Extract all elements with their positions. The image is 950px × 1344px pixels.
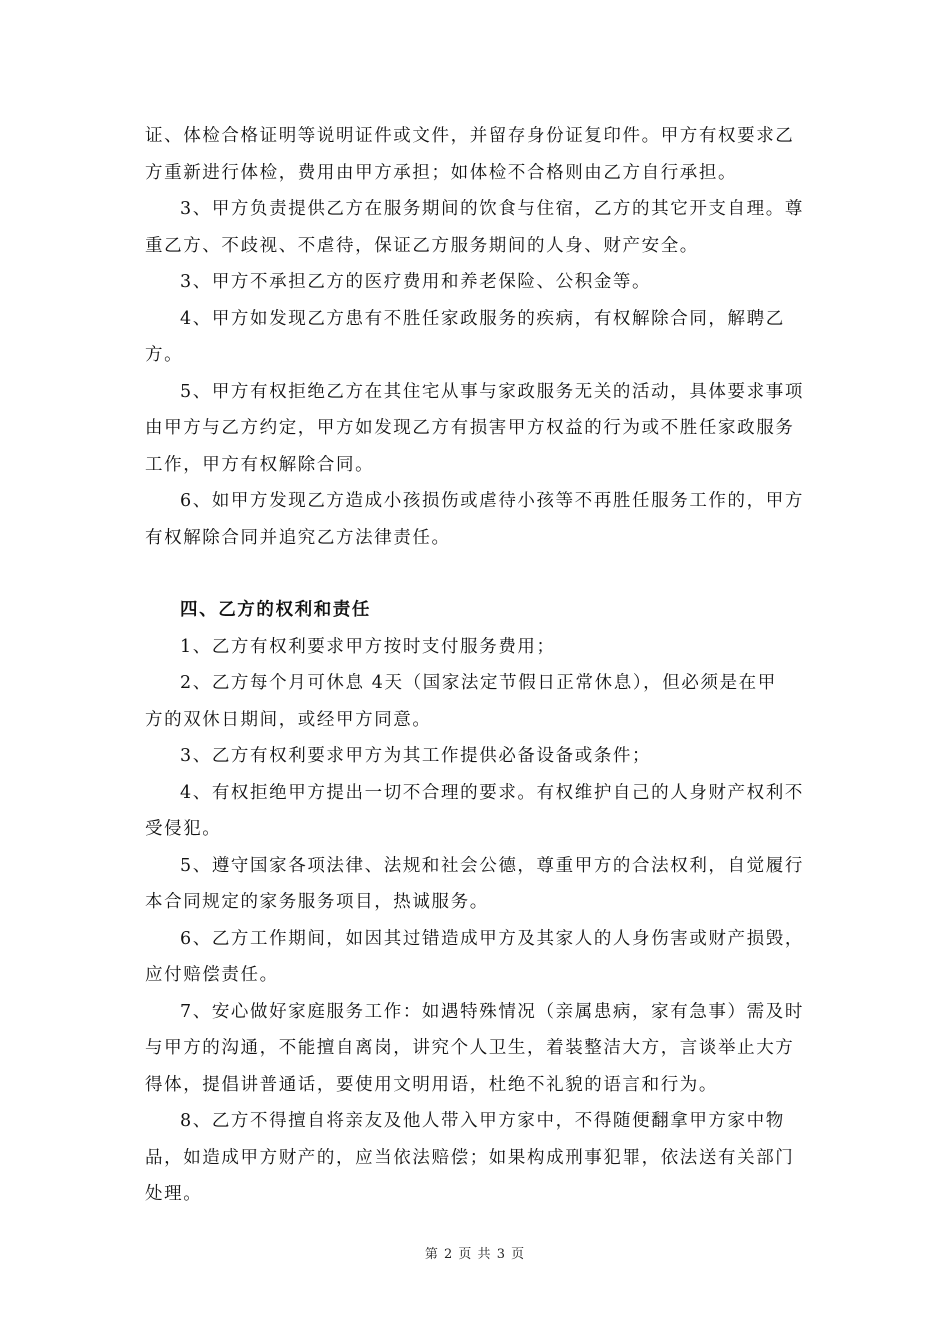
clause-1-line: 1、乙方有权利要求甲方按时支付服务费用； [180, 636, 556, 657]
clause-8-line: 8、乙方不得擅自将亲友及他人带入甲方家中，不得随便翻拿甲方家中物 [180, 1111, 785, 1131]
clause-4-line: 4、有权拒绝甲方提出一切不合理的要求。有权维护自己的人身财产权利不 [180, 782, 804, 803]
clause-6-line: 6、如甲方发现乙方造成小孩损伤或虐待小孩等不再胜任服务工作的，甲方 [180, 491, 804, 511]
text-line: 证、体检合格证明等说明证件或文件，并留存身份证复印件。甲方有权要求乙 [145, 126, 795, 146]
section-heading: 四、乙方的权利和责任 [180, 600, 371, 620]
clause-4-line: 4、甲方如发现乙方患有不胜任家政服务的疾病，有权解除合同，解聘乙 [180, 308, 785, 329]
clause-7-line: 7、安心做好家庭服务工作：如遇特殊情况（亲属患病，家有急事）需及时 [180, 1001, 804, 1022]
text-line: 受侵犯。 [145, 819, 222, 839]
text-line: 方重新进行体检，费用由甲方承担；如体检不合格则由乙方自行承担。 [145, 162, 738, 183]
clause-3-line: 3、乙方有权利要求甲方为其工作提供必备设备或条件； [180, 746, 652, 766]
text-line: 本合同规定的家务服务项目，热诚服务。 [145, 892, 489, 912]
text-line: 工作，甲方有权解除合同。 [145, 454, 375, 475]
text-line: 方的双休日期间，或经甲方同意。 [145, 709, 432, 730]
text-line: 有权解除合同并追究乙方法律责任。 [145, 527, 451, 548]
text-line: 由甲方与乙方约定，甲方如发现乙方有损害甲方权益的行为或不胜任家政服务 [145, 418, 795, 438]
section-gap [145, 556, 810, 592]
clause-2-line: 2、乙方每个月可休息 4天（国家法定节假日正常休息），但必须是在甲 [180, 673, 777, 693]
text-line: 与甲方的沟通，不能擅自离岗，讲究个人卫生，着装整洁大方，言谈举止大方 [145, 1038, 795, 1058]
clause-3-line: 3、甲方负责提供乙方在服务期间的饮食与住宿，乙方的其它开支自理。尊 [180, 199, 804, 219]
text-line: 品，如造成甲方财产的，应当依法赔偿；如果构成刑事犯罪，依法送有关部门 [145, 1147, 795, 1168]
text-line: 得体，提倡讲普通话，要使用文明用语，杜绝不礼貌的语言和行为。 [145, 1074, 718, 1095]
clause-5-line: 5、遵守国家各项法律、法规和社会公德，尊重甲方的合法权利，自觉履行 [180, 855, 804, 876]
clause-3b-line: 3、甲方不承担乙方的医疗费用和养老保险、公积金等。 [180, 272, 652, 292]
text-line: 重乙方、不歧视、不虐待，保证乙方服务期间的人身、财产安全。 [145, 235, 699, 256]
clause-5-line: 5、甲方有权拒绝乙方在其住宅从事与家政服务无关的活动，具体要求事项 [180, 381, 804, 402]
clause-6-line: 6、乙方工作期间，如因其过错造成甲方及其家人的人身伤害或财产损毁， [180, 928, 804, 949]
text-line: 应付赔偿责任。 [145, 965, 279, 985]
page-number: 第 2 页 共 3 页 [424, 1247, 526, 1262]
document-body [145, 118, 810, 1213]
text-line: 方。 [145, 345, 184, 365]
text-line: 处理。 [145, 1184, 203, 1204]
